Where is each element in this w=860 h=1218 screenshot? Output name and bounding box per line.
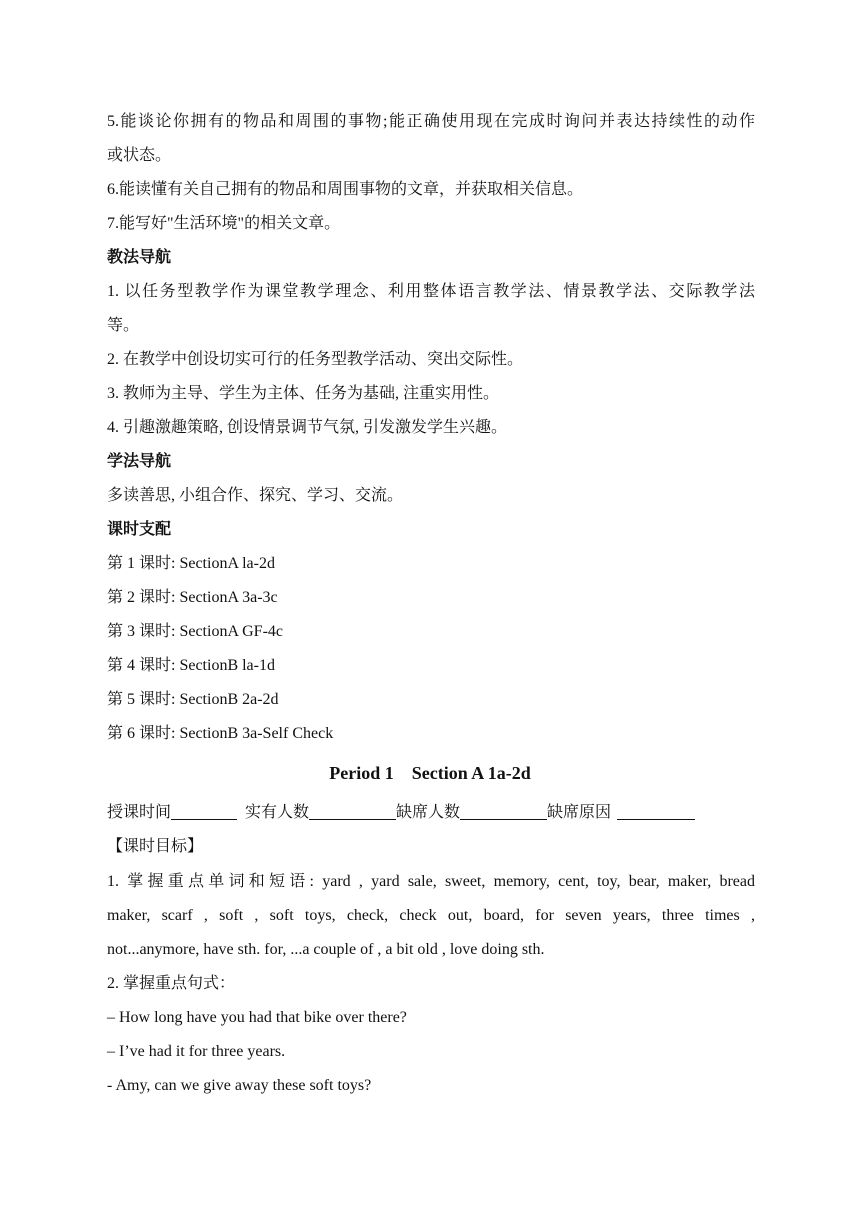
objective-1-line3: not...anymore, have sth. for, ...a couple of , a bit old , love doing sth. <box>107 941 545 958</box>
teach-time-blank <box>171 804 237 820</box>
actual-count-label: 实有人数 <box>245 804 310 821</box>
teaching-method-4: 4. 引趣激趣策略, 创设情景调节气氛, 引发激发学生兴趣。 <box>107 419 508 436</box>
learning-methods-text: 多读善思, 小组合作、探究、学习、交流。 <box>107 487 404 504</box>
goal-item-5-line1: 5.能谈论你拥有的物品和周围的事物;能正确使用现在完成时询问并表达持续性的动作 <box>107 113 755 130</box>
key-sentence: – I’ve had it for three years. <box>107 1043 286 1060</box>
period-title: Period 1 Section A 1a-2d <box>329 763 531 783</box>
objectives-heading: 【课时目标】 <box>107 838 204 855</box>
learning-methods-heading: 学法导航 <box>107 453 172 470</box>
goal-item-6: 6.能读懂有关自己拥有的物品和周围事物的文章，并获取相关信息。 <box>107 181 584 198</box>
schedule-heading: 课时支配 <box>107 521 172 538</box>
objective-1-line2: maker, scarf , soft , soft toys, check, check out, board, for seven years, three times , <box>107 907 755 924</box>
teach-time-label: 授课时间 <box>107 804 172 821</box>
key-sentence: – How long have you had that bike over there? <box>107 1009 407 1026</box>
absent-reason-label: 缺席原因 <box>547 804 612 821</box>
absent-count-blank <box>460 804 547 820</box>
schedule-item: 第 3 课时: SectionA GF-4c <box>107 623 283 640</box>
goal-item-7: 7.能写好"生活环境"的相关文章。 <box>107 215 341 232</box>
teaching-method-1-line1: 1. 以任务型教学作为课堂教学理念、利用整体语言教学法、情景教学法、交际教学法 <box>107 283 755 300</box>
absent-count-label: 缺席人数 <box>396 804 461 821</box>
schedule-item: 第 6 课时: SectionB 3a-Self Check <box>107 725 334 742</box>
key-sentence: - Amy, can we give away these soft toys? <box>107 1077 372 1094</box>
schedule-item: 第 5 课时: SectionB 2a-2d <box>107 691 279 708</box>
teaching-method-1-line2: 等。 <box>107 317 140 334</box>
objective-1-line1: 1. 掌握重点单词和短语: yard , yard sale, sweet, memory, cent, toy, bear, maker, bread <box>107 873 755 890</box>
actual-count-blank <box>309 804 396 820</box>
teaching-method-2: 2. 在教学中创设切实可行的任务型教学活动、突出交际性。 <box>107 351 524 368</box>
attendance-form <box>107 803 755 823</box>
objective-2: 2. 掌握重点句式： <box>107 975 236 992</box>
schedule-item: 第 1 课时: SectionA la-2d <box>107 555 275 572</box>
teaching-methods-heading: 教法导航 <box>107 249 172 266</box>
schedule-item: 第 2 课时: SectionA 3a-3c <box>107 589 278 606</box>
schedule-item: 第 4 课时: SectionB la-1d <box>107 657 275 674</box>
teaching-method-3: 3. 教师为主导、学生为主体、任务为基础, 注重实用性。 <box>107 385 500 402</box>
goal-item-5-line2: 或状态。 <box>107 147 172 164</box>
absent-reason-blank <box>617 804 695 820</box>
